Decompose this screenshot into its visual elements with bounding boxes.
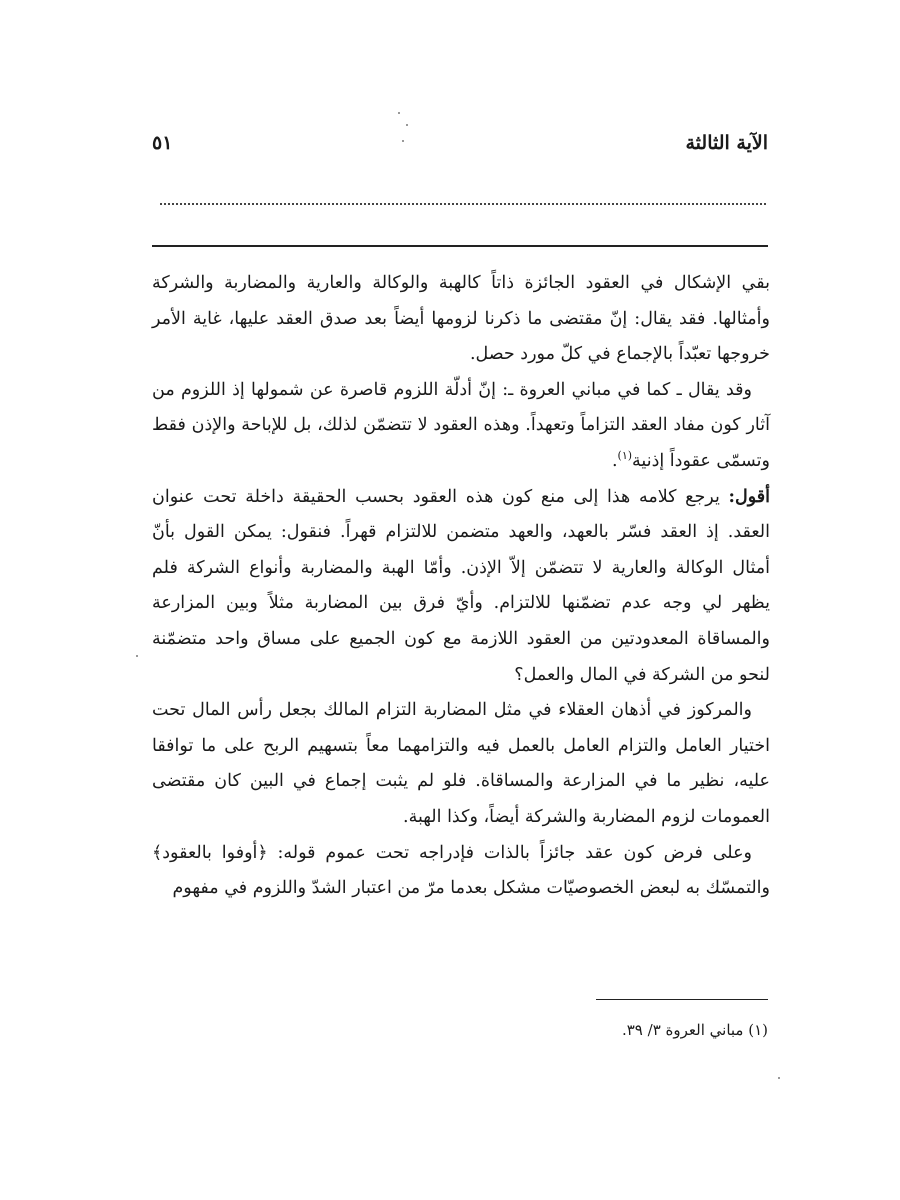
paragraph-2 <box>152 373 770 480</box>
scan-speck <box>398 112 400 114</box>
footnote: (١) مباني العروة ٣/ ٣٩. <box>621 1021 768 1039</box>
footnote-rule <box>596 999 768 1000</box>
paragraph-3 <box>152 480 770 694</box>
scan-speck <box>406 124 408 126</box>
scan-speck <box>778 1077 780 1079</box>
header-rule <box>152 245 768 247</box>
page-number: ٥١ <box>152 132 173 154</box>
paragraph-4: والمركوز في أذهان العقلاء في مثل المضاربة التزام المالك بجعل رأس المال تحت اختيار العامل والتزام العامل بالعمل فيه والتزامهما معاً بتسهيم الربح على ما توافقا عليه، نظير ما في المزارعة والمساقاة. فلو لم يثبت إجماع في البين كان مقتضى العمومات لزوم المضاربة والشركة أيضاً، وكذا الهبة. <box>152 700 770 827</box>
paragraph-3-lead: أقول: <box>728 486 770 507</box>
paragraph-2-text: وقد يقال ـ كما في مباني العروة ـ: إنّ أدلّة اللزوم قاصرة عن شمولها إذ اللزوم من آثار كون مفاد العقد التزاماً وتعهداً. وهذه العقود لا تتضمّن لذلك، بل للإباحة والإذن فقط وتسمّى عقوداً إذنية <box>152 379 770 471</box>
running-title: الآية الثالثة <box>685 132 768 154</box>
scan-speck <box>402 140 404 142</box>
footnote-marker: (١) <box>617 449 633 463</box>
paragraph-5: وعلى فرض كون عقد جائزاً بالذات فإدراجه تحت عموم قوله: ﴿أوفوا بالعقود﴾ والتمسّك به لبعض الخصوصيّات مشكل بعدما مرّ من اعتبار الشدّ واللزوم في مفهوم <box>152 842 770 899</box>
paragraph-2-end: . <box>611 450 618 471</box>
dotted-divider <box>160 203 766 205</box>
paragraph-1: بقي الإشكال في العقود الجائزة ذاتاً كالهبة والوكالة والعارية والمضاربة والشركة وأمثالها. فقد يقال: إنّ مقتضى ما ذكرنا لزومها أيضاً بعد صدق العقد عليها، غاية الأمر خروجها تعبّداً بالإجماع في كلّ مورد حصل. <box>152 273 770 365</box>
main-text <box>152 266 770 907</box>
paragraph-3-text: يرجع كلامه هذا إلى منع كون هذه العقود بحسب الحقيقة داخلة تحت عنوان العقد. إذ العقد فسّر بالعهد، والعهد متضمن للالتزام قهراً. فنقول: يمكن القول بأنّ أمثال الوكالة والعارية لا تتضمّن إلاّ الإذن. وأمّا الهبة والمضاربة وأنواع الشركة فلم يظهر لي وجه عدم تضمّنها للالتزام. وأيّ فرق بين المضاربة مثلاً وبين المزارعة والمساقاة المعدودتين من العقود اللازمة مع كون الجميع على مساق واحد متضمّنة لنحو من الشركة في المال والعمل؟ <box>152 486 770 685</box>
page-header <box>152 132 768 164</box>
scan-speck <box>136 655 138 657</box>
